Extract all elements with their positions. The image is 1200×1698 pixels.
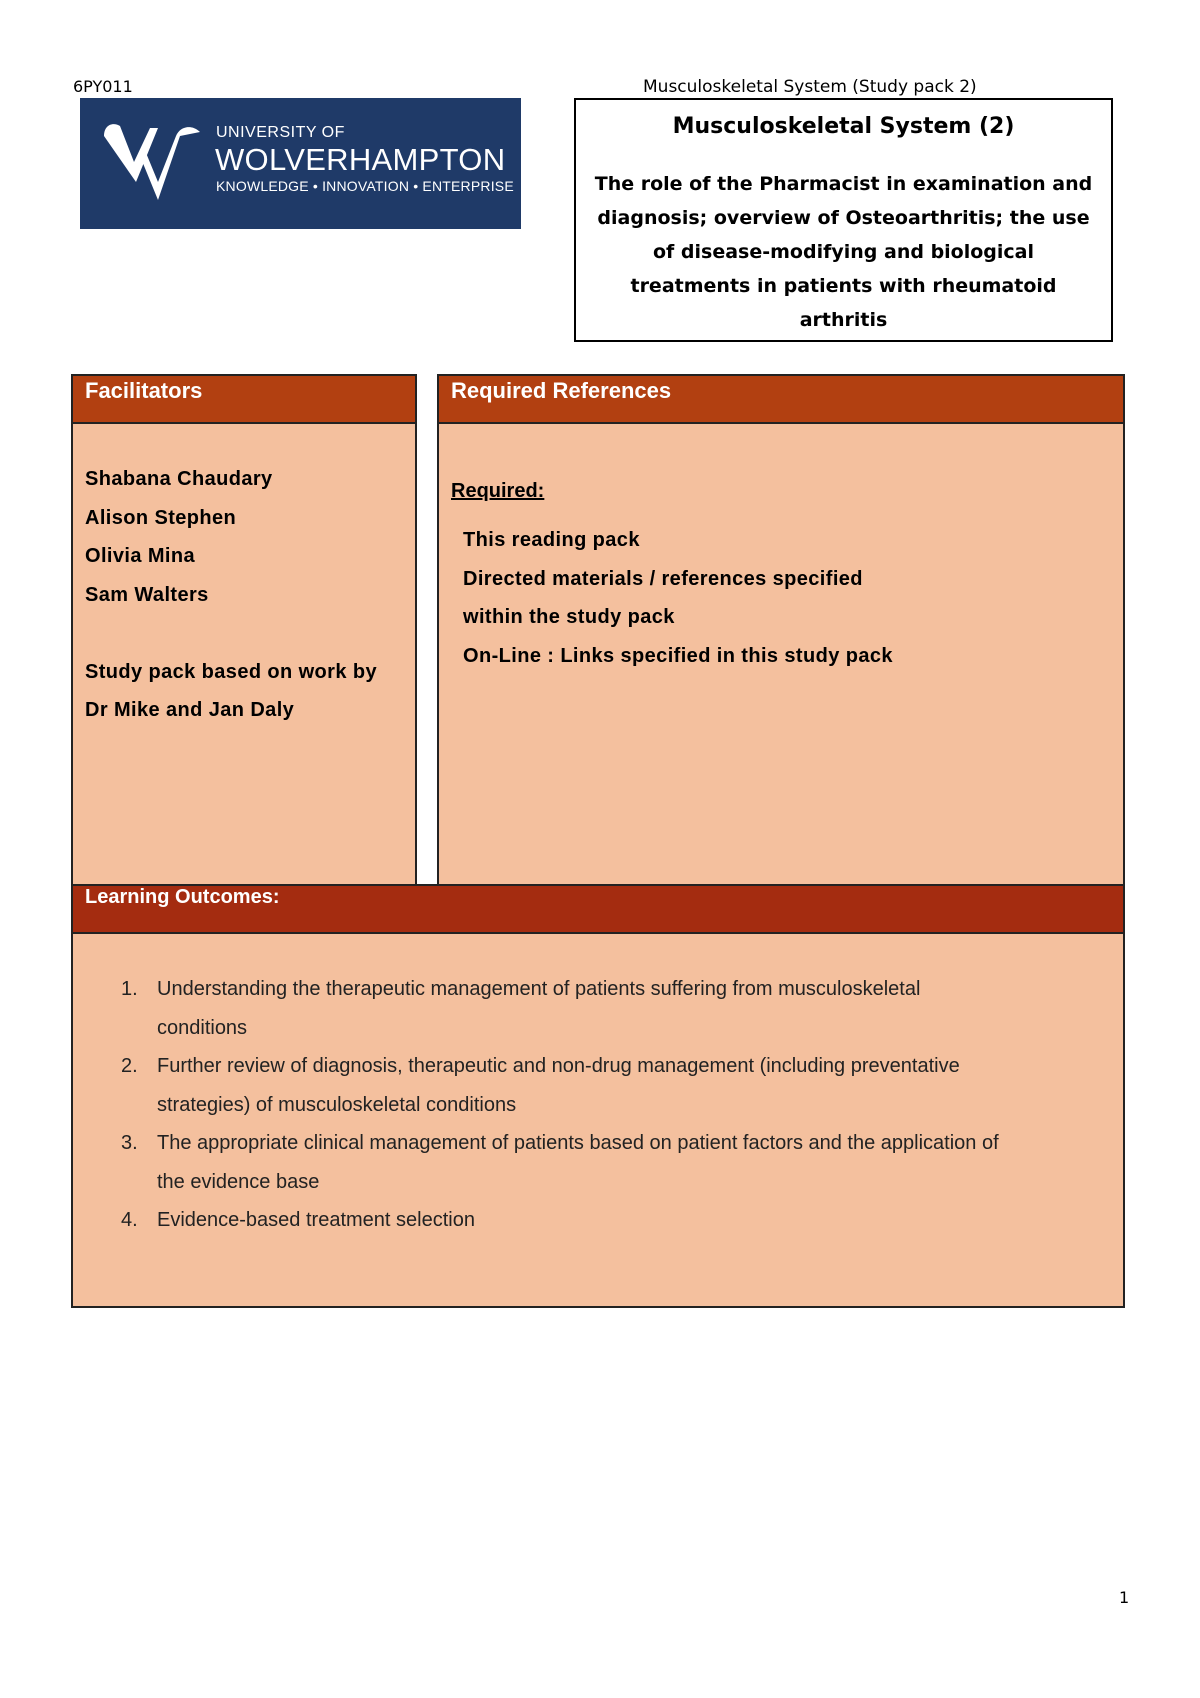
spacer bbox=[85, 614, 415, 653]
outcome-text: strategies) of musculoskeletal conditions bbox=[157, 1093, 517, 1116]
outcome-text: The appropriate clinical management of patients based on patient factors and the application of bbox=[157, 1132, 999, 1154]
page-number: 1 bbox=[1119, 1588, 1130, 1607]
facilitator-name: Shabana Chaudary bbox=[85, 468, 273, 490]
reference-item: Directed materials / references specified bbox=[463, 567, 863, 590]
university-logo bbox=[80, 98, 521, 229]
outcome-text: conditions bbox=[157, 1016, 248, 1039]
outcome-number: 4. bbox=[121, 1209, 138, 1231]
outcome-text: Understanding the therapeutic management of patients suffering from musculoskeletal bbox=[157, 978, 921, 1000]
outcome-item bbox=[73, 970, 1111, 1047]
facilitator-name: Sam Walters bbox=[85, 583, 209, 606]
credit-line: Dr Mike and Jan Daly bbox=[85, 699, 295, 721]
learning-outcomes-list bbox=[73, 970, 1123, 1240]
reference-item: within the study pack bbox=[463, 606, 675, 628]
outcome-number: 3. bbox=[121, 1132, 138, 1154]
learning-outcomes-heading: Learning Outcomes: bbox=[73, 886, 1123, 934]
outcome-number: 1. bbox=[121, 978, 138, 1000]
running-title: Musculoskeletal System (Study pack 2) bbox=[643, 77, 977, 97]
title-box bbox=[574, 98, 1113, 342]
outcome-item bbox=[73, 1124, 1111, 1201]
outcome-number: 2. bbox=[121, 1055, 138, 1077]
outcome-text: the evidence base bbox=[157, 1170, 320, 1193]
references-panel bbox=[437, 374, 1125, 886]
learning-outcomes-panel bbox=[71, 884, 1125, 1308]
logo-line-2: WOLVERHAMPTON bbox=[215, 142, 506, 177]
wolverhampton-emblem-icon bbox=[100, 118, 205, 202]
facilitator-name: Alison Stephen bbox=[85, 506, 237, 529]
facilitator-list bbox=[85, 460, 415, 730]
outcome-text: Further review of diagnosis, therapeutic and non-drug management (including preventative bbox=[157, 1055, 960, 1077]
reference-list bbox=[463, 521, 1123, 675]
required-subheading: Required: bbox=[451, 480, 545, 502]
logo-line-1: UNIVERSITY OF bbox=[216, 124, 345, 141]
reference-item: On-Line : Links specified in this study pack bbox=[463, 644, 893, 667]
facilitators-panel bbox=[71, 374, 417, 886]
credit-line: Study pack based on work by bbox=[85, 660, 377, 683]
outcome-item bbox=[73, 1201, 1111, 1240]
references-heading: Required References bbox=[439, 376, 1123, 424]
logo-line-3: KNOWLEDGE • INNOVATION • ENTERPRISE bbox=[216, 178, 514, 194]
outcome-item bbox=[73, 1047, 1111, 1124]
reference-item: This reading pack bbox=[463, 529, 640, 551]
outcome-text: Evidence-based treatment selection bbox=[157, 1209, 475, 1231]
facilitators-heading: Facilitators bbox=[73, 376, 415, 424]
course-code: 6PY011 bbox=[73, 77, 133, 96]
document-description: The role of the Pharmacist in examination and diagnosis; overview of Osteoarthritis; the use of disease-modifying and biological treatments in patients with rheumatoid arthritis bbox=[594, 173, 1093, 331]
document-title: Musculoskeletal System (2) bbox=[672, 114, 1015, 139]
facilitator-name: Olivia Mina bbox=[85, 545, 195, 567]
